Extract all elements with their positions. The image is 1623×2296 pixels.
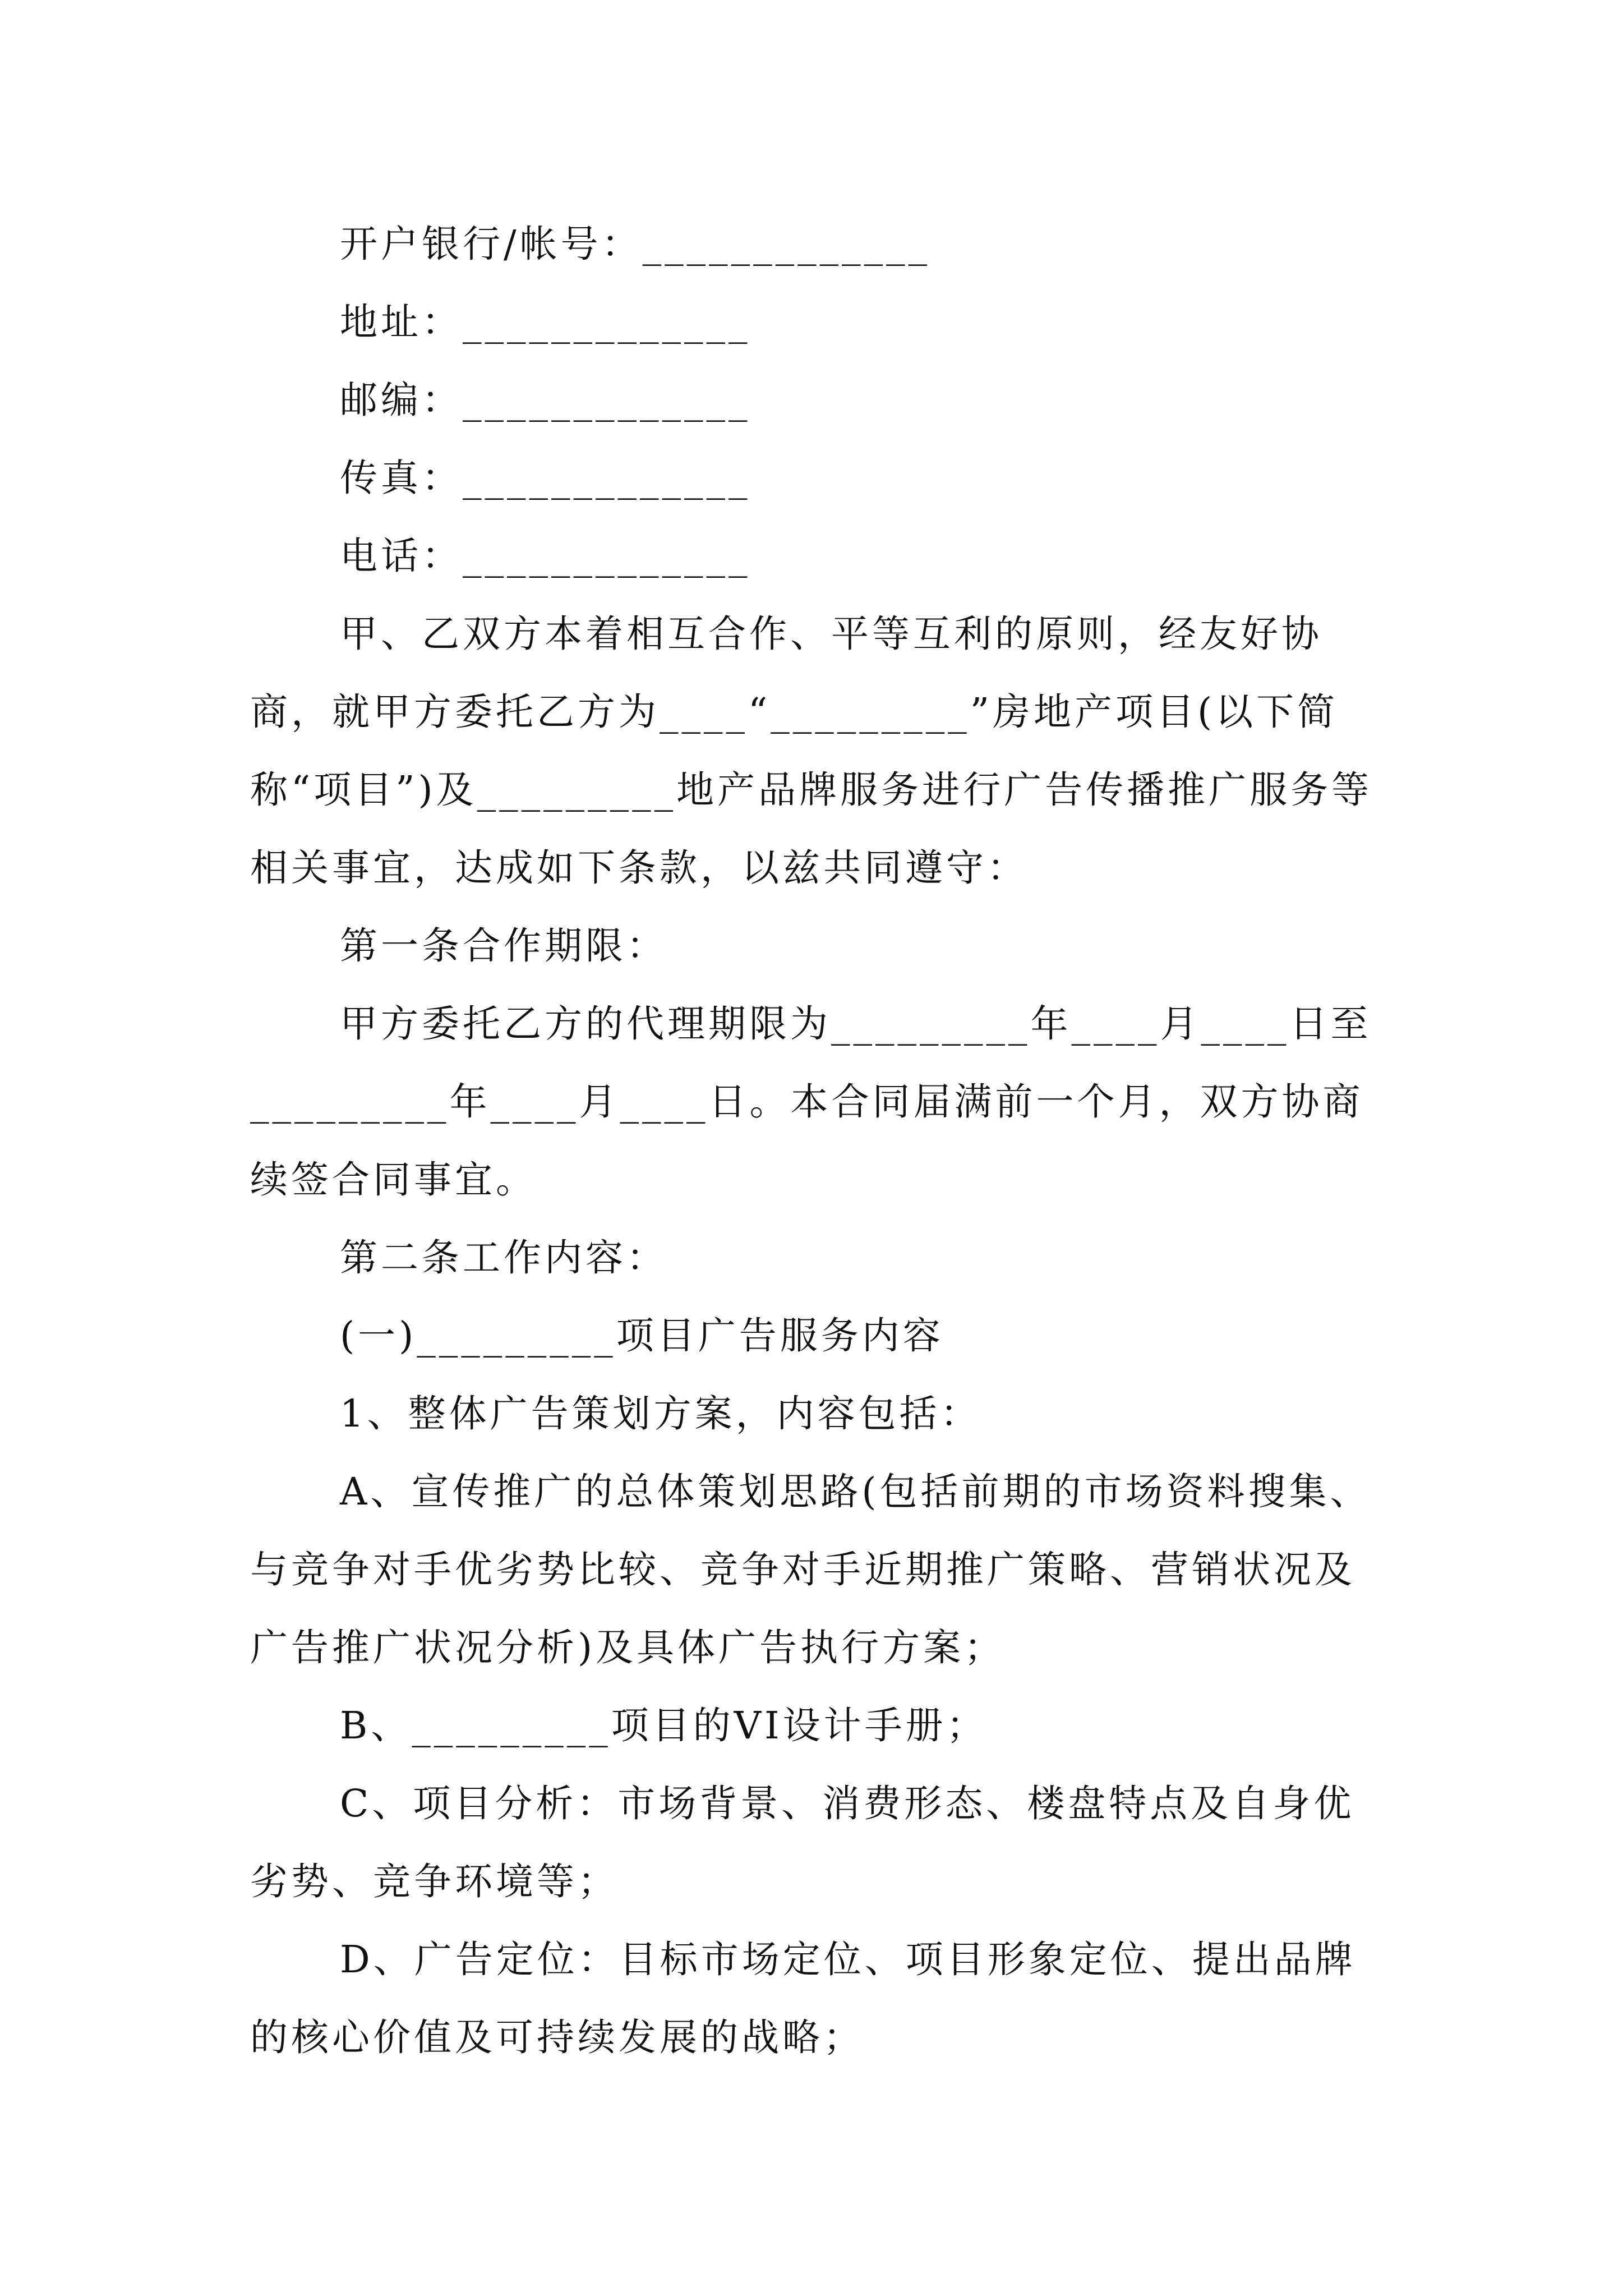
- list-item-d: D、广告定位：目标市场定位、项目形象定位、提出品牌的核心价值及可持续发展的战略；: [250, 1938, 1356, 2059]
- list-item-a: A、宣传推广的总体策划思路(包括前期的市场资料搜集、与竞争对手优劣势比较、竞争对手近期推广策略、营销状况及广告推广状况分析)及具体广告执行方案；: [250, 1470, 1371, 1669]
- field-blank: _____________: [463, 378, 751, 422]
- field-fax: [250, 439, 1389, 517]
- field-bank-account: [250, 205, 1389, 283]
- field-label: 开户银行/帐号：: [340, 222, 643, 266]
- document-body: [250, 205, 1389, 2077]
- field-blank: _____________: [642, 222, 931, 266]
- section-heading-cooperation-period: 第一条合作期限：: [340, 924, 667, 968]
- field-postcode: [250, 361, 1389, 439]
- field-blank: _____________: [463, 534, 751, 578]
- paragraph-agency-period: 甲方委托乙方的代理期限为_________年____月____日至_________年____月____日。本合同届满前一个月，双方协商续签合同事宜。: [250, 1002, 1372, 1202]
- list-item-1: 1、整体广告策划方案，内容包括：: [340, 1392, 981, 1435]
- field-label: 电话：: [340, 534, 463, 578]
- field-phone: [250, 517, 1389, 595]
- list-item-c: C、项目分析：市场背景、消费形态、楼盘特点及自身优劣势、竞争环境等；: [250, 1782, 1355, 1903]
- field-address: [250, 283, 1389, 361]
- field-label: 地址：: [340, 300, 463, 344]
- list-item-b: B、_________项目的VI设计手册；: [340, 1704, 988, 1747]
- field-blank: _____________: [463, 300, 751, 344]
- field-blank: _____________: [463, 456, 751, 500]
- field-label: 传真：: [340, 456, 463, 500]
- subsection-heading-ad-service: (一)_________项目广告服务内容: [340, 1314, 944, 1358]
- section-heading-work-content: 第二条工作内容：: [340, 1236, 667, 1280]
- paragraph-preamble: 甲、乙双方本着相互合作、平等互利的原则，经友好协商，就甲方委托乙方为____“_________”房地产项目(以下简称“项目”)及_________地产品牌服务进行广告传播推广服务等相关事宜，达成如下条款，以兹共同遵守：: [250, 612, 1373, 890]
- field-label: 邮编：: [340, 378, 463, 422]
